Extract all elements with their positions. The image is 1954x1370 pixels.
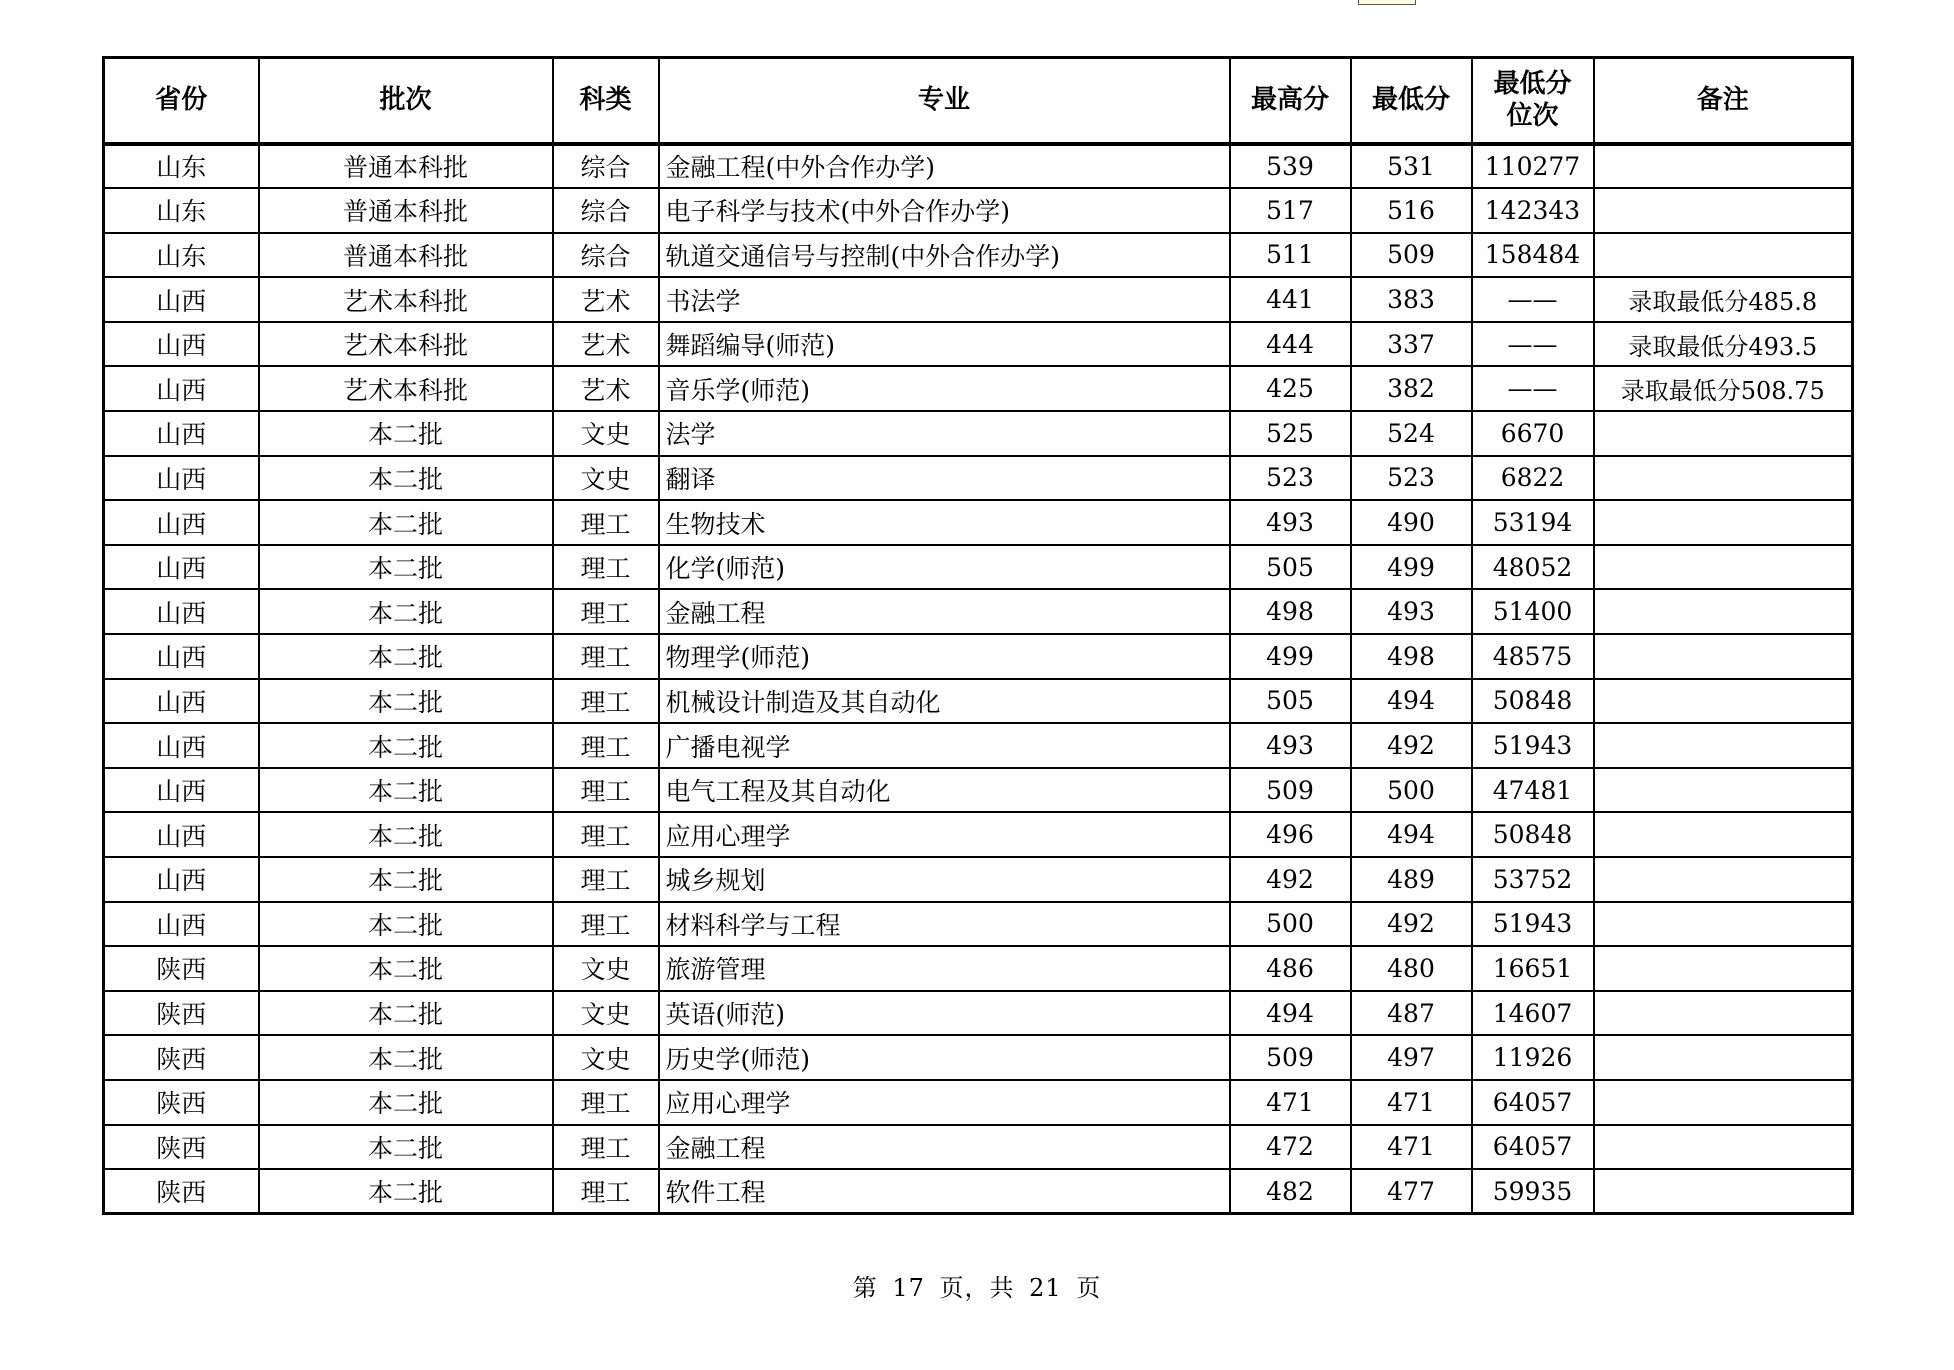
cell-province: 山西 — [104, 500, 259, 545]
cell-province: 山东 — [104, 144, 259, 189]
cell-batch: 本二批 — [259, 679, 553, 724]
cell-category: 综合 — [553, 144, 659, 189]
cell-batch: 本二批 — [259, 1125, 553, 1170]
table-row — [104, 812, 1853, 857]
cell-note — [1594, 723, 1853, 768]
cell-category: 理工 — [553, 500, 659, 545]
admission-score-table — [102, 56, 1854, 1215]
header-min-rank — [1472, 58, 1594, 144]
table-row — [104, 902, 1853, 947]
header-min-rank-line2: 位次 — [1506, 101, 1559, 132]
cell-max-score: 509 — [1230, 768, 1351, 813]
cell-note — [1594, 188, 1853, 233]
cell-note — [1594, 812, 1853, 857]
cell-major: 电气工程及其自动化 — [659, 768, 1230, 813]
cell-min-rank: 50848 — [1472, 812, 1594, 857]
table-row — [104, 679, 1853, 724]
cell-min-rank: —— — [1472, 366, 1594, 411]
cell-major: 城乡规划 — [659, 857, 1230, 902]
cell-min-score: 480 — [1351, 946, 1472, 991]
cell-min-rank: 48575 — [1472, 634, 1594, 679]
cell-batch: 本二批 — [259, 723, 553, 768]
cell-batch: 普通本科批 — [259, 233, 553, 278]
cell-batch: 普通本科批 — [259, 144, 553, 189]
header-category: 科类 — [553, 58, 659, 144]
cell-major: 音乐学(师范) — [659, 366, 1230, 411]
cell-batch: 本二批 — [259, 812, 553, 857]
cell-batch: 本二批 — [259, 545, 553, 590]
cell-batch: 本二批 — [259, 946, 553, 991]
cell-min-rank: 6670 — [1472, 411, 1594, 456]
cell-note — [1594, 991, 1853, 1036]
cell-max-score: 539 — [1230, 144, 1351, 189]
cell-min-score: 497 — [1351, 1035, 1472, 1080]
table-row — [104, 545, 1853, 590]
cell-category: 理工 — [553, 545, 659, 590]
cell-max-score: 498 — [1230, 589, 1351, 634]
cell-category: 理工 — [553, 768, 659, 813]
cell-major: 英语(师范) — [659, 991, 1230, 1036]
cell-min-score: 489 — [1351, 857, 1472, 902]
cell-min-rank: 51943 — [1472, 723, 1594, 768]
cell-category: 综合 — [553, 188, 659, 233]
table-row — [104, 1035, 1853, 1080]
cell-note: 录取最低分508.75 — [1594, 366, 1853, 411]
table-row — [104, 233, 1853, 278]
cell-batch: 本二批 — [259, 1035, 553, 1080]
cell-province: 陕西 — [104, 991, 259, 1036]
cell-batch: 本二批 — [259, 456, 553, 501]
cell-min-score: 490 — [1351, 500, 1472, 545]
cell-min-score: 382 — [1351, 366, 1472, 411]
cell-batch: 本二批 — [259, 902, 553, 947]
cell-min-score: 337 — [1351, 322, 1472, 367]
cell-min-rank: 11926 — [1472, 1035, 1594, 1080]
cell-category: 理工 — [553, 634, 659, 679]
cell-max-score: 517 — [1230, 188, 1351, 233]
cell-max-score: 505 — [1230, 545, 1351, 590]
cell-province: 山西 — [104, 366, 259, 411]
cell-province: 山西 — [104, 768, 259, 813]
cell-province: 山西 — [104, 679, 259, 724]
cell-province: 山西 — [104, 277, 259, 322]
cell-min-rank: 142343 — [1472, 188, 1594, 233]
table-row — [104, 768, 1853, 813]
cell-note — [1594, 902, 1853, 947]
cell-min-score: 492 — [1351, 902, 1472, 947]
header-max-score: 最高分 — [1230, 58, 1351, 144]
cell-min-score: 493 — [1351, 589, 1472, 634]
table-row — [104, 188, 1853, 233]
cell-note: 录取最低分485.8 — [1594, 277, 1853, 322]
cell-batch: 本二批 — [259, 500, 553, 545]
cell-category: 艺术 — [553, 366, 659, 411]
cell-category: 理工 — [553, 902, 659, 947]
cell-province: 山西 — [104, 411, 259, 456]
cell-province: 山西 — [104, 456, 259, 501]
table-row — [104, 1080, 1853, 1125]
cell-note — [1594, 768, 1853, 813]
cell-note — [1594, 545, 1853, 590]
cell-category: 理工 — [553, 679, 659, 724]
cell-min-rank: 59935 — [1472, 1169, 1594, 1214]
cell-note — [1594, 1169, 1853, 1214]
cell-min-rank: 14607 — [1472, 991, 1594, 1036]
cell-note — [1594, 1080, 1853, 1125]
table-row — [104, 723, 1853, 768]
cell-province: 山西 — [104, 902, 259, 947]
cell-min-rank: 51400 — [1472, 589, 1594, 634]
cell-major: 应用心理学 — [659, 1080, 1230, 1125]
cell-max-score: 523 — [1230, 456, 1351, 501]
cell-min-score: 531 — [1351, 144, 1472, 189]
cell-province: 山西 — [104, 857, 259, 902]
cell-min-score: 516 — [1351, 188, 1472, 233]
cell-note — [1594, 456, 1853, 501]
cell-major: 翻译 — [659, 456, 1230, 501]
cell-major: 物理学(师范) — [659, 634, 1230, 679]
cell-min-score: 383 — [1351, 277, 1472, 322]
cell-min-rank: 158484 — [1472, 233, 1594, 278]
cell-batch: 本二批 — [259, 634, 553, 679]
table-row — [104, 366, 1853, 411]
cell-min-rank: 53752 — [1472, 857, 1594, 902]
cell-max-score: 496 — [1230, 812, 1351, 857]
cell-category: 文史 — [553, 1035, 659, 1080]
cell-batch: 本二批 — [259, 411, 553, 456]
table-row — [104, 411, 1853, 456]
table-row — [104, 144, 1853, 189]
cell-province: 陕西 — [104, 1125, 259, 1170]
cell-province: 山西 — [104, 322, 259, 367]
table-row — [104, 634, 1853, 679]
table-header-row — [104, 58, 1853, 144]
cell-batch: 本二批 — [259, 857, 553, 902]
cell-major: 旅游管理 — [659, 946, 1230, 991]
cell-max-score: 525 — [1230, 411, 1351, 456]
cell-max-score: 511 — [1230, 233, 1351, 278]
cell-note — [1594, 144, 1853, 189]
cell-batch: 本二批 — [259, 1169, 553, 1214]
header-min-rank-line1: 最低分 — [1493, 69, 1572, 100]
cell-min-score: 499 — [1351, 545, 1472, 590]
cell-max-score: 444 — [1230, 322, 1351, 367]
cell-note — [1594, 589, 1853, 634]
cell-category: 理工 — [553, 1080, 659, 1125]
cell-note: 录取最低分493.5 — [1594, 322, 1853, 367]
cell-major: 历史学(师范) — [659, 1035, 1230, 1080]
cell-min-rank: 6822 — [1472, 456, 1594, 501]
cell-major: 电子科学与技术(中外合作办学) — [659, 188, 1230, 233]
cell-min-rank: 53194 — [1472, 500, 1594, 545]
cell-min-score: 492 — [1351, 723, 1472, 768]
cell-min-score: 509 — [1351, 233, 1472, 278]
top-annotation-tag — [1358, 0, 1416, 5]
header-batch: 批次 — [259, 58, 553, 144]
cell-major: 轨道交通信号与控制(中外合作办学) — [659, 233, 1230, 278]
cell-batch: 艺术本科批 — [259, 277, 553, 322]
cell-category: 理工 — [553, 812, 659, 857]
cell-category: 理工 — [553, 857, 659, 902]
table-row — [104, 1125, 1853, 1170]
cell-note — [1594, 857, 1853, 902]
cell-province: 山西 — [104, 723, 259, 768]
table-row — [104, 1169, 1853, 1214]
cell-batch: 艺术本科批 — [259, 366, 553, 411]
cell-max-score: 425 — [1230, 366, 1351, 411]
cell-min-rank: 110277 — [1472, 144, 1594, 189]
cell-province: 陕西 — [104, 1169, 259, 1214]
cell-max-score: 472 — [1230, 1125, 1351, 1170]
cell-min-rank: —— — [1472, 322, 1594, 367]
cell-major: 机械设计制造及其自动化 — [659, 679, 1230, 724]
cell-min-score: 524 — [1351, 411, 1472, 456]
cell-category: 理工 — [553, 1125, 659, 1170]
cell-max-score: 500 — [1230, 902, 1351, 947]
cell-min-score: 471 — [1351, 1125, 1472, 1170]
cell-min-rank: 50848 — [1472, 679, 1594, 724]
cell-min-rank: 64057 — [1472, 1125, 1594, 1170]
cell-batch: 本二批 — [259, 991, 553, 1036]
cell-min-rank: 48052 — [1472, 545, 1594, 590]
cell-note — [1594, 1125, 1853, 1170]
cell-min-rank: 51943 — [1472, 902, 1594, 947]
cell-max-score: 486 — [1230, 946, 1351, 991]
cell-province: 山西 — [104, 545, 259, 590]
cell-category: 艺术 — [553, 277, 659, 322]
cell-major: 生物技术 — [659, 500, 1230, 545]
cell-category: 艺术 — [553, 322, 659, 367]
header-major: 专业 — [659, 58, 1230, 144]
cell-batch: 本二批 — [259, 1080, 553, 1125]
table-row — [104, 322, 1853, 367]
cell-max-score: 471 — [1230, 1080, 1351, 1125]
cell-min-score: 494 — [1351, 812, 1472, 857]
cell-min-score: 471 — [1351, 1080, 1472, 1125]
cell-category: 综合 — [553, 233, 659, 278]
cell-category: 文史 — [553, 946, 659, 991]
cell-province: 陕西 — [104, 1080, 259, 1125]
table-row — [104, 589, 1853, 634]
cell-batch: 本二批 — [259, 589, 553, 634]
cell-province: 陕西 — [104, 946, 259, 991]
table-row — [104, 857, 1853, 902]
cell-note — [1594, 679, 1853, 724]
header-note: 备注 — [1594, 58, 1853, 144]
cell-major: 软件工程 — [659, 1169, 1230, 1214]
cell-province: 山西 — [104, 812, 259, 857]
cell-max-score: 441 — [1230, 277, 1351, 322]
cell-max-score: 493 — [1230, 500, 1351, 545]
cell-category: 文史 — [553, 991, 659, 1036]
cell-min-score: 487 — [1351, 991, 1472, 1036]
cell-min-rank: —— — [1472, 277, 1594, 322]
cell-province: 山东 — [104, 188, 259, 233]
cell-max-score: 492 — [1230, 857, 1351, 902]
cell-major: 舞蹈编导(师范) — [659, 322, 1230, 367]
cell-max-score: 499 — [1230, 634, 1351, 679]
table-row — [104, 277, 1853, 322]
cell-batch: 艺术本科批 — [259, 322, 553, 367]
cell-category: 理工 — [553, 1169, 659, 1214]
table-body — [104, 144, 1853, 1214]
cell-province: 山西 — [104, 634, 259, 679]
cell-note — [1594, 500, 1853, 545]
cell-major: 书法学 — [659, 277, 1230, 322]
cell-min-rank: 16651 — [1472, 946, 1594, 991]
table-row — [104, 946, 1853, 991]
cell-max-score: 482 — [1230, 1169, 1351, 1214]
cell-note — [1594, 634, 1853, 679]
header-province: 省份 — [104, 58, 259, 144]
cell-min-rank: 64057 — [1472, 1080, 1594, 1125]
table-row — [104, 500, 1853, 545]
cell-major: 金融工程(中外合作办学) — [659, 144, 1230, 189]
cell-min-score: 477 — [1351, 1169, 1472, 1214]
cell-min-score: 500 — [1351, 768, 1472, 813]
cell-batch: 普通本科批 — [259, 188, 553, 233]
cell-major: 化学(师范) — [659, 545, 1230, 590]
cell-max-score: 509 — [1230, 1035, 1351, 1080]
page-number: 第 17 页，共 21 页 — [852, 1274, 1102, 1302]
cell-province: 山西 — [104, 589, 259, 634]
cell-category: 理工 — [553, 723, 659, 768]
cell-min-rank: 47481 — [1472, 768, 1594, 813]
cell-major: 材料科学与工程 — [659, 902, 1230, 947]
cell-major: 金融工程 — [659, 1125, 1230, 1170]
cell-batch: 本二批 — [259, 768, 553, 813]
cell-min-score: 523 — [1351, 456, 1472, 501]
cell-min-score: 494 — [1351, 679, 1472, 724]
cell-note — [1594, 1035, 1853, 1080]
cell-major: 法学 — [659, 411, 1230, 456]
cell-category: 文史 — [553, 456, 659, 501]
cell-category: 文史 — [553, 411, 659, 456]
cell-major: 金融工程 — [659, 589, 1230, 634]
cell-note — [1594, 233, 1853, 278]
cell-note — [1594, 946, 1853, 991]
cell-major: 广播电视学 — [659, 723, 1230, 768]
table-row — [104, 456, 1853, 501]
header-min-score: 最低分 — [1351, 58, 1472, 144]
cell-major: 应用心理学 — [659, 812, 1230, 857]
cell-max-score: 493 — [1230, 723, 1351, 768]
cell-max-score: 494 — [1230, 991, 1351, 1036]
cell-max-score: 505 — [1230, 679, 1351, 724]
cell-min-score: 498 — [1351, 634, 1472, 679]
cell-category: 理工 — [553, 589, 659, 634]
cell-province: 陕西 — [104, 1035, 259, 1080]
table-row — [104, 991, 1853, 1036]
cell-province: 山东 — [104, 233, 259, 278]
cell-note — [1594, 411, 1853, 456]
